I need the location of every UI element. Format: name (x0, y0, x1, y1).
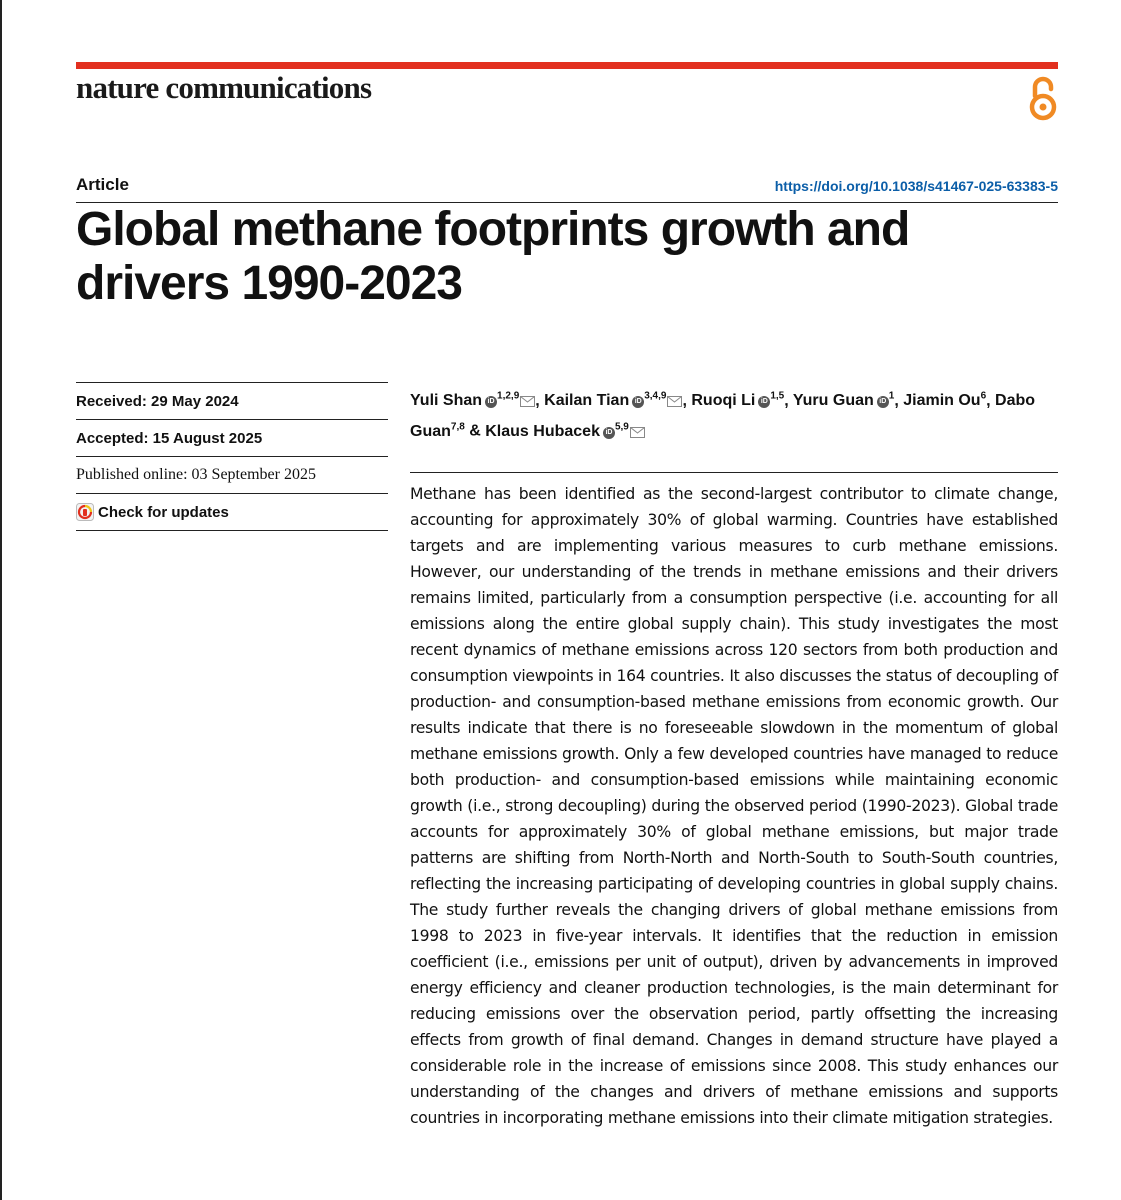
article-type: Article (76, 175, 129, 194)
author[interactable]: Yuru Guan iD $^1$ (792, 391, 895, 410)
abstract-text: Methane has been identified as the second-largest contributor to climate change, accounting for approximately 30% of global warming. Countries have established targets and are implementing various measures to curb methane emissions. However, our understanding of the trends in methane emissions and their drivers remains limited, particularly from a consumption perspective (i.e. accounting for all emissions along the entire global supply chain). This study investigates the most recent dynamics of methane emissions across 120 sectors from both production and consumption viewpoints in 164 countries. It also discusses the status of decoupling of production- and consumption-based methane emissions from economic growth. Our results indicate that there is no foreseeable slowdown in the momentum of global methane emissions growth. Only a few developed countries have managed to reduce both production- and consumption-based emissions while maintaining economic growth (i.e., strong decoupling) during the observed period (1990-2023). Global trade accounts for approximately 30% of global methane emissions, but major trade patterns are shifting from North-North and North-South to South-South countries, reflecting the increasing participating of developing countries in global supply chains. The study further reveals the changing drivers of global methane emissions from 1998 to 2023 in five-year intervals. It identifies that the reduction in emission coefficient (i.e., emissions per unit of output), driven by advancements in improved energy efficiency and cleaner production technologies, is the main determinant for reducing emissions over the observation period, partly offsetting the increasing effects from growth of final demand. Changes in demand structure have played a considerable role in the increase of emissions since 2008. This study enhances our understanding of the changes and drivers of methane emissions and supports countries in incorporating methane emissions into their climate mitigation strategies. (410, 485, 1058, 1127)
header-rule (76, 62, 1058, 69)
abstract-rule (410, 472, 1058, 473)
received-date: Received: 29 May 2024 (76, 382, 388, 420)
mail-icon[interactable] (667, 396, 682, 407)
mail-icon[interactable] (630, 427, 645, 438)
author[interactable]: Yuli Shan iD $^{1,2,9}$ (410, 392, 535, 409)
author-list: Yuli Shan iD $^{1,2,9}$ , Kailan Tian iD $^{3,4,9}$ , Ruoqi Li iD $^{1,5}$, Yuru Guan iD $^1$, Jiamin Ou$^6$, Dabo Guan$^{7,8}$ & Klaus Hubacek iD $^{5,9}$ (410, 391, 1036, 440)
doi-link[interactable]: https://doi.org/10.1038/s41467-025-63383-5 (774, 178, 1058, 194)
check-updates-icon (76, 503, 94, 521)
article-dates (76, 382, 388, 531)
author-affiliation: 5,9 (614, 421, 629, 433)
orcid-icon[interactable]: iD (485, 396, 497, 408)
orcid-icon[interactable]: iD (603, 427, 615, 439)
orcid-icon[interactable]: iD (632, 396, 644, 408)
author-affiliation: 6 (980, 391, 987, 402)
author-affiliation: 1,2,9 (497, 391, 520, 402)
author[interactable]: Klaus Hubacek iD $^{5,9}$ (485, 423, 645, 440)
author[interactable]: Kailan Tian iD $^{3,4,9}$ (544, 392, 682, 409)
page-edge (0, 0, 2, 1200)
orcid-icon[interactable]: iD (758, 396, 770, 408)
check-updates-label: Check for updates (98, 503, 229, 521)
open-access-icon (1026, 76, 1060, 122)
check-updates-button[interactable] (76, 494, 388, 531)
orcid-icon[interactable]: iD (877, 396, 889, 408)
author-affiliation: 1 (888, 391, 895, 402)
author-affiliation: 1,5 (770, 391, 785, 402)
author[interactable]: Ruoqi Li iD $^{1,5}$ (691, 391, 785, 410)
journal-name: nature communications (76, 70, 372, 105)
author-affiliation: 7,8 (450, 421, 465, 433)
author[interactable]: Jiamin Ou$^6$ (903, 391, 987, 410)
author-affiliation: 3,4,9 (644, 391, 667, 402)
article-title: Global methane footprints growth and drivers 1990-2023 (76, 203, 910, 310)
accepted-date: Accepted: 15 August 2025 (76, 420, 388, 457)
published-date: Published online: 03 September 2025 (76, 457, 388, 494)
mail-icon[interactable] (520, 396, 535, 407)
author[interactable]: Dabo Guan$^{7,8}$ (410, 392, 1036, 440)
